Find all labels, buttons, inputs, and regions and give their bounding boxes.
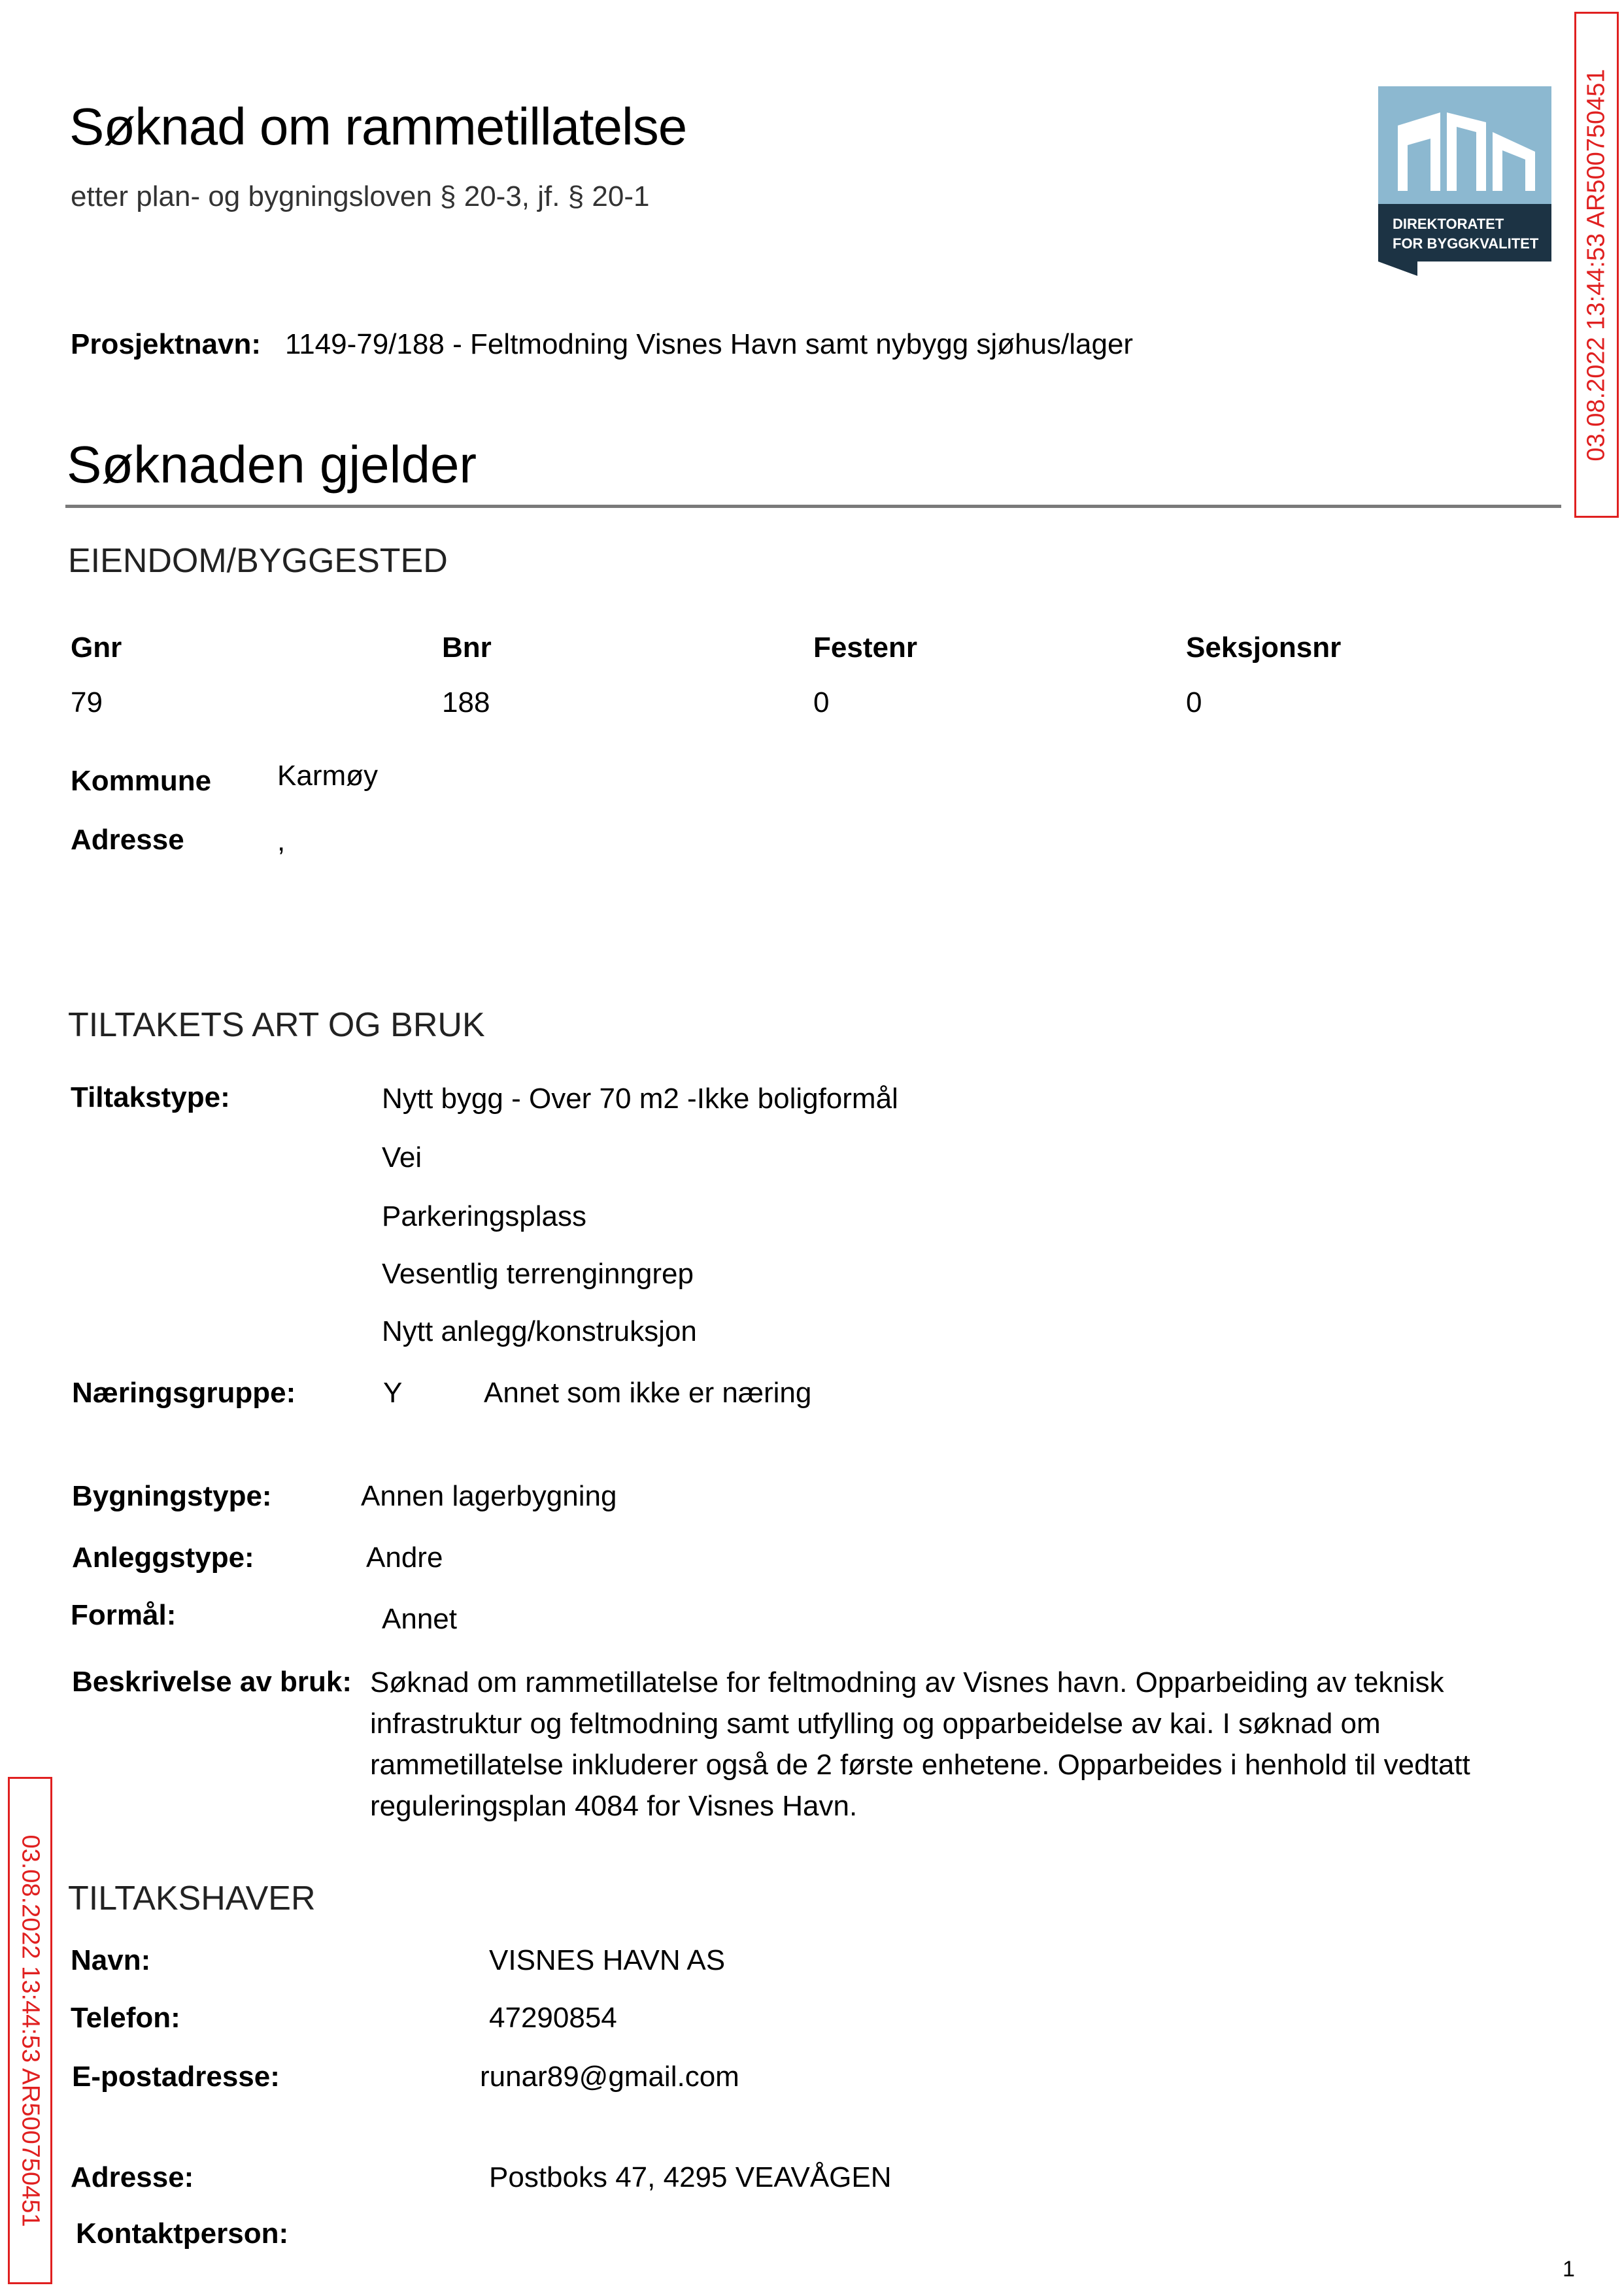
navn-label: Navn: <box>71 1944 151 1976</box>
tiltakstype-item: Parkeringsplass <box>382 1200 587 1232</box>
formal-label: Formål: <box>71 1599 177 1631</box>
epost-label: E-postadresse: <box>72 2061 280 2093</box>
tiltakstype-item: Vesentlig terrenginngrep <box>382 1258 694 1290</box>
telefon-value: 47290854 <box>489 2002 617 2034</box>
document-title: Søknad om rammetillatelse <box>69 97 687 156</box>
logo-text-line2: FOR BYGGKVALITET <box>1393 235 1539 252</box>
project-label: Prosjektnavn: <box>71 328 261 360</box>
col-gnr: Gnr <box>71 632 122 664</box>
property-heading: EIENDOM/BYGGESTED <box>68 542 448 580</box>
tiltak-heading: TILTAKETS ART OG BRUK <box>68 1006 485 1044</box>
page-number: 1 <box>1563 2257 1575 2282</box>
naeringsgruppe-label: Næringsgruppe: <box>72 1377 296 1409</box>
logo-text-line1: DIREKTORATET <box>1393 216 1504 232</box>
building-logo-icon <box>1378 86 1551 276</box>
tiltakstype-label: Tiltakstype: <box>71 1081 230 1113</box>
festenr-value: 0 <box>813 686 830 718</box>
project-value: 1149-79/188 - Feltmodning Visnes Havn samt nybygg sjøhus/lager <box>285 328 1134 360</box>
tiltakshaver-heading: TILTAKSHAVER <box>68 1880 316 1917</box>
document-subtitle: etter plan- og bygningsloven § 20-3, jf. § 20-1 <box>71 180 650 212</box>
telefon-label: Telefon: <box>71 2002 180 2034</box>
tiltakstype-item: Nytt anlegg/konstruksjon <box>382 1315 697 1347</box>
formal-value: Annet <box>382 1603 457 1635</box>
adresse-label: Adresse <box>71 824 184 856</box>
col-bnr: Bnr <box>442 632 492 664</box>
epost-value: runar89@gmail.com <box>480 2061 739 2093</box>
section-title: Søknaden gjelder <box>67 435 477 494</box>
bnr-value: 188 <box>442 686 490 718</box>
archive-stamp-top: 03.08.2022 13:44:53 AR500750451 <box>1574 12 1619 518</box>
col-seksjonsnr: Seksjonsnr <box>1186 632 1342 664</box>
navn-value: VISNES HAVN AS <box>489 1944 726 1976</box>
anleggstype-value: Andre <box>366 1542 443 1574</box>
section-divider <box>65 505 1561 508</box>
naeringsgruppe-value: Annet som ikke er næring <box>484 1377 812 1409</box>
col-festenr: Festenr <box>813 632 917 664</box>
beskrivelse-label: Beskrivelse av bruk: <box>72 1666 352 1698</box>
tiltakshaver-adresse-value: Postboks 47, 4295 VEAVÅGEN <box>489 2161 892 2193</box>
seksjonsnr-value: 0 <box>1186 686 1202 718</box>
bygningstype-value: Annen lagerbygning <box>361 1480 617 1512</box>
kommune-label: Kommune <box>71 765 212 797</box>
gnr-value: 79 <box>71 686 103 718</box>
tiltakshaver-adresse-label: Adresse: <box>71 2161 194 2193</box>
beskrivelse-value: Søknad om rammetillatelse for feltmodning av Visnes havn. Opparbeiding av teknisk infrastruktur og feltmodning samt utfylling og opparbeidelse av kai. I søknad om rammetillatelse inkluderer også de 2 første enhetene. Opparbeides i henhold til vedtatt reguleringsplan 4084 for Visnes Havn. <box>370 1666 1470 1822</box>
naeringsgruppe-code: Y <box>383 1377 403 1409</box>
kommune-value: Karmøy <box>277 760 378 792</box>
kontaktperson-label: Kontaktperson: <box>76 2218 289 2250</box>
anleggstype-label: Anleggstype: <box>72 1542 254 1574</box>
dibk-logo <box>1378 86 1551 276</box>
adresse-value: , <box>277 825 286 857</box>
bygningstype-label: Bygningstype: <box>72 1480 272 1512</box>
tiltakstype-item: Nytt bygg - Over 70 m2 -Ikke boligformål <box>382 1083 898 1115</box>
tiltakstype-item: Vei <box>382 1141 422 1173</box>
archive-stamp-left: 03.08.2022 13:44:53 AR500750451 <box>8 1777 52 2284</box>
